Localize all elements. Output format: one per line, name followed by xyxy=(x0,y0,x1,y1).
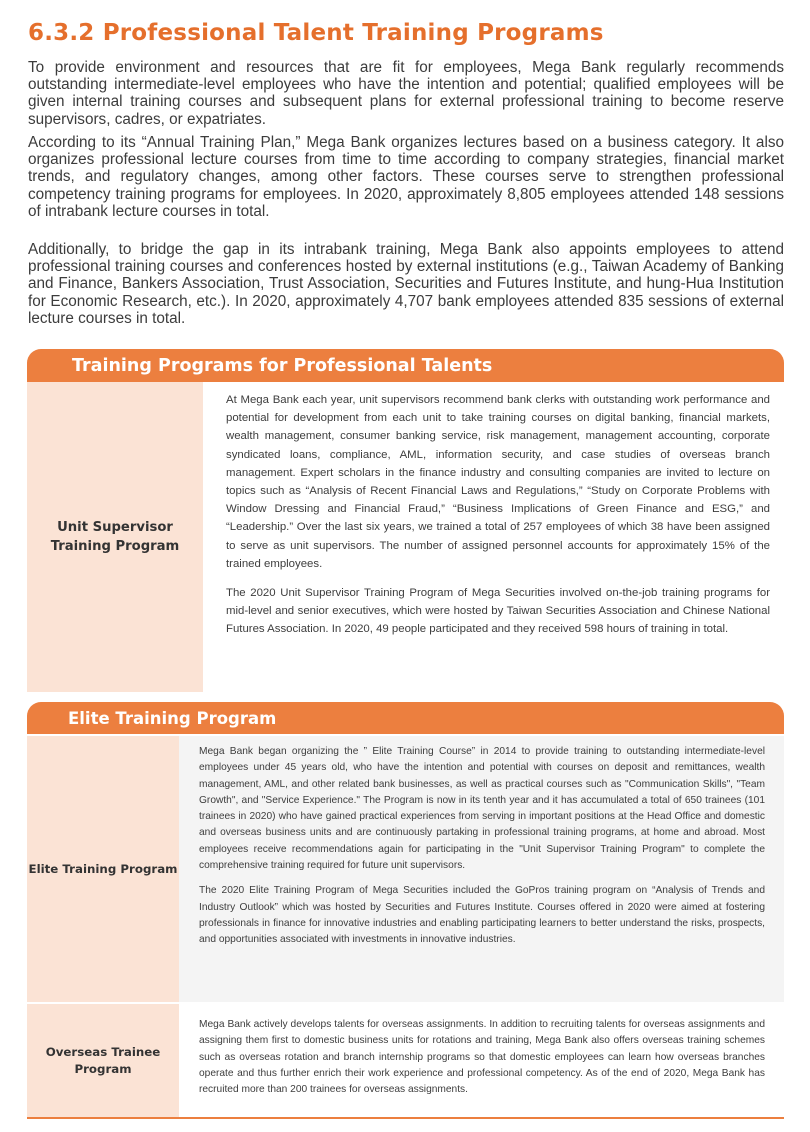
elite-training-text-1: Mega Bank began organizing the ” Elite Training Course” in 2014 to provide training to outstanding intermediate-level employees under 45 years old, who have the intention and potential with courses on deposit and remittances, wealth management, AML, and other related bank businesses, as well as practical courses such as "Communication Skills", "Team Growth", and "Service Experience." The Program is now in its tenth year and it has accumulated a total of 650 trainees (101 trainees in 2020) who have gained practical experiences from serving in important positions at the Head Office and domestic and overseas business units and are continuously partaking in professional training programs, at home and abroad. Most employees receive recommendations again for participating in the "Unit Supervisor Training Program" to complete the comprehensive training required for future unit supervisors. xyxy=(199,746,765,872)
table-bottom-rule xyxy=(27,1117,784,1119)
unit-supervisor-text-2: The 2020 Unit Supervisor Training Program of Mega Securities involved on-the-job training programs for mid-level and senior executives, which were hosted by Taiwan Securities Association and Chinese National Futures Association. In 2020, 49 people participated and they received 598 hours of training in total. xyxy=(226,587,770,636)
overseas-trainee-label: Overseas Trainee Program xyxy=(27,1004,179,1118)
unit-supervisor-label: Unit Supervisor Training Program xyxy=(27,382,203,692)
overseas-trainee-description xyxy=(179,1004,784,1118)
overseas-trainee-text: Mega Bank actively develops talents for overseas assignments. In addition to recruiting talents for overseas assignments and assigning them first to domestic business units for rotations and training, Mega Bank also offers overseas training schemes such as overseas rotation and branch internship programs so that domestic employees can learn how overseas branches operate and thus further enrich their work experience and professional competency. As of the end of 2020, Mega Bank has recruited more than 200 trainees for overseas assignments. xyxy=(199,1019,765,1096)
intro-paragraph: To provide environment and resources that are fit for employees, Mega Bank regularly recommends outstanding intermediate-level employees who have the intention and potential; qualified employees will be given internal training courses and subsequent plans for external professional training to become reserve supervisors, cadres, or expatriates. xyxy=(28,59,784,128)
elite-training-banner: Elite Training Program xyxy=(27,702,784,734)
elite-training-description xyxy=(179,736,784,1002)
annual-plan-paragraph: According to its “Annual Training Plan,” Mega Bank organizes lectures based on a business category. It also organizes professional lecture courses from time to time according to company strategies, financial market trends, and regulatory changes, among other factors. These courses serve to strengthen professional competency training programs for employees. In 2020, approximately 8,805 employees attended 148 sessions of intrabank lecture courses in total. xyxy=(28,134,784,220)
elite-training-label: Elite Training Program xyxy=(27,736,179,1002)
unit-supervisor-text-1: At Mega Bank each year, unit supervisors recommend bank clerks with outstanding work performance and potential for development from each unit to take training courses on digital banking, financial markets, wealth management, consumer banking service, risk management, management accounting, corporate syndicated loans, compliance, AML, information security, and case studies of overseas branch management. Expert scholars in the finance industry and consulting companies are invited to lecture on topics such as “Analysis of Recent Financial Laws and Regulations,” “Study on Corporate Problems with Window Dressing and Financial Fraud,” “Business Implications of Green Finance and ESG,” and “Leadership.” Over the last six years, we trained a total of 257 employees of which 38 have been assigned to serve as unit supervisors. The number of assigned personnel accounts for approximately 15% of the trained employees. xyxy=(226,394,770,570)
elite-training-text-2: The 2020 Elite Training Program of Mega Securities included the GoPros training program on “Analysis of Trends and Industry Outlook” which was hosted by Securities and Futures Institute. Courses offered in 2020 were aimed at fostering professionals in finance for innovative industries and enabling participating learners to better understand the risks, prospects, and opportunities associated with investments in innovative industries. xyxy=(199,885,765,946)
unit-supervisor-description xyxy=(203,382,784,692)
section-heading: 6.3.2 Professional Talent Training Programs xyxy=(28,20,604,46)
professional-talents-banner: Training Programs for Professional Talents xyxy=(27,349,784,382)
external-training-paragraph: Additionally, to bridge the gap in its intrabank training, Mega Bank also appoints employees to attend professional training courses and conferences hosted by external institutions (e.g., Taiwan Academy of Banking and Finance, Bankers Association, Trust Association, Securities and Futures Institute, and hung-Hua Institution for Economic Research, etc.). In 2020, approximately 4,707 bank employees attended 835 sessions of external lecture courses in total. xyxy=(28,241,784,327)
